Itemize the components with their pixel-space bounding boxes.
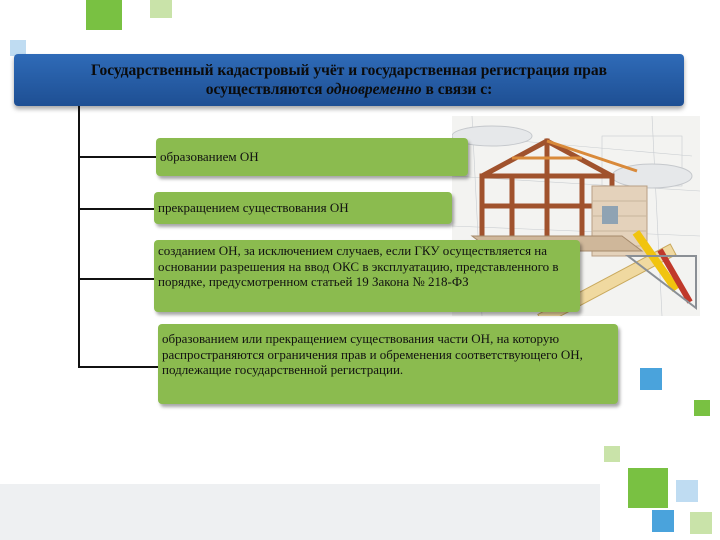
decor-square — [652, 510, 674, 532]
title-emphasis: одновременно — [326, 81, 422, 98]
list-item — [154, 192, 452, 224]
header-banner — [14, 54, 684, 106]
decor-square — [150, 0, 172, 18]
page-title: Государственный кадастровый учёт и государственная регистрация прав осуществляются одновременно в связи с: — [90, 62, 608, 98]
list-item-label: созданием ОН, за исключением случаев, если ГКУ осуществляется на основании разрешения на ввод ОКС в эксплуатацию, представленного в порядке, предусмотренном статьей 19 Закона № 218-ФЗ — [158, 243, 559, 289]
decor-square — [676, 480, 698, 502]
list-item-label: образованием ОН — [160, 149, 259, 165]
list-item-label: образованием или прекращением существования части ОН, на которую распространяются ограничения прав и обременения соответствующего ОН, подлежащие государственной регистрации. — [162, 331, 583, 377]
connector-branch — [78, 366, 158, 368]
list-item — [156, 138, 468, 176]
decor-square — [604, 446, 620, 462]
list-item — [158, 324, 618, 404]
decor-square — [86, 0, 122, 30]
decor-square — [628, 468, 668, 508]
decor-square — [690, 512, 712, 534]
connector-branch — [78, 208, 154, 210]
connector-branch — [78, 278, 154, 280]
decor-square — [694, 400, 710, 416]
list-item — [154, 240, 580, 312]
title-line-1: Государственный кадастровый учёт и государственная регистрация прав — [90, 62, 608, 79]
decor-square — [640, 368, 662, 390]
decor-band — [0, 484, 600, 540]
connector-trunk — [78, 106, 80, 368]
list-item-label: прекращением существования ОН — [158, 200, 349, 216]
connector-branch — [78, 156, 156, 158]
